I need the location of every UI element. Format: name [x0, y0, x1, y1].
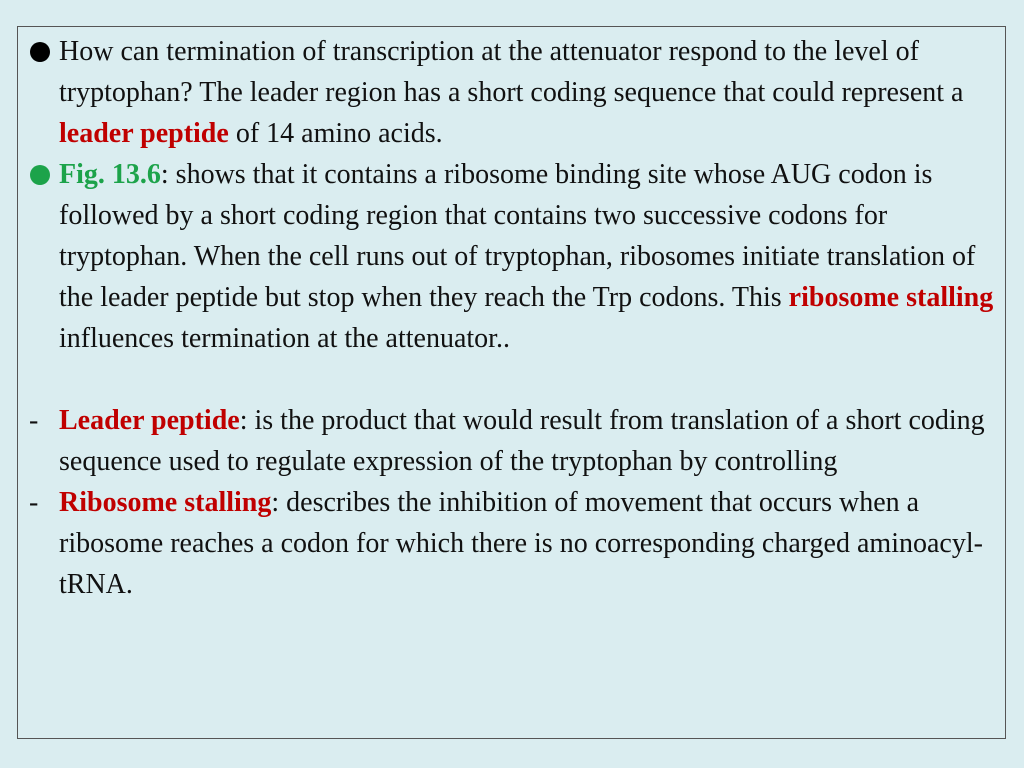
bullet-1-text-before: How can termination of transcription at the attenuator respond to the level of tryptophan? The leader region has a short coding sequence that could represent a [59, 36, 964, 108]
paragraph-spacer [30, 359, 1000, 400]
definition-2-text: : describes the inhibition of movement that occurs when a ribosome reaches a codon for which there is no corresponding charged aminoacyl-tRNA. [59, 487, 983, 600]
definition-1-text: : is the product that would result from translation of a short coding sequence used to regulate expression of the tryptophan by controlling [59, 405, 985, 477]
ribosome-stalling-highlight: ribosome stalling [788, 282, 994, 313]
green-dot-icon [30, 165, 50, 185]
bullet-2-text-after: influences termination at the attenuator.. [59, 323, 510, 354]
dash-marker [30, 482, 59, 523]
black-dot-icon [30, 42, 50, 62]
slide-content [30, 31, 1000, 605]
bullet-marker [30, 31, 59, 74]
bullet-1-text-after: of 14 amino acids. [228, 118, 443, 149]
bullet-2-text-middle: : shows that it contains a ribosome binding site whose AUG codon is followed by a short coding region that contains two successive codons for tryptophan. When the cell runs out of tryptophan, ribosomes initiate translation of the leader peptide but stop when they reach the Trp codons. This [59, 159, 976, 313]
definition-term-ribosome-stalling: Ribosome stalling [59, 487, 272, 518]
dash-icon: - [29, 487, 39, 518]
leader-peptide-highlight: leader peptide [59, 118, 229, 149]
definition-term-leader-peptide: Leader peptide [59, 405, 240, 436]
bullet-item-2 [30, 154, 1000, 359]
bullet-item-1 [30, 31, 1000, 154]
definition-item-1 [30, 400, 1000, 482]
figure-reference: Fig. 13.6 [59, 159, 161, 190]
dash-marker [30, 400, 59, 441]
definition-item-2 [30, 482, 1000, 605]
bullet-marker [30, 154, 59, 197]
dash-icon: - [29, 405, 39, 436]
